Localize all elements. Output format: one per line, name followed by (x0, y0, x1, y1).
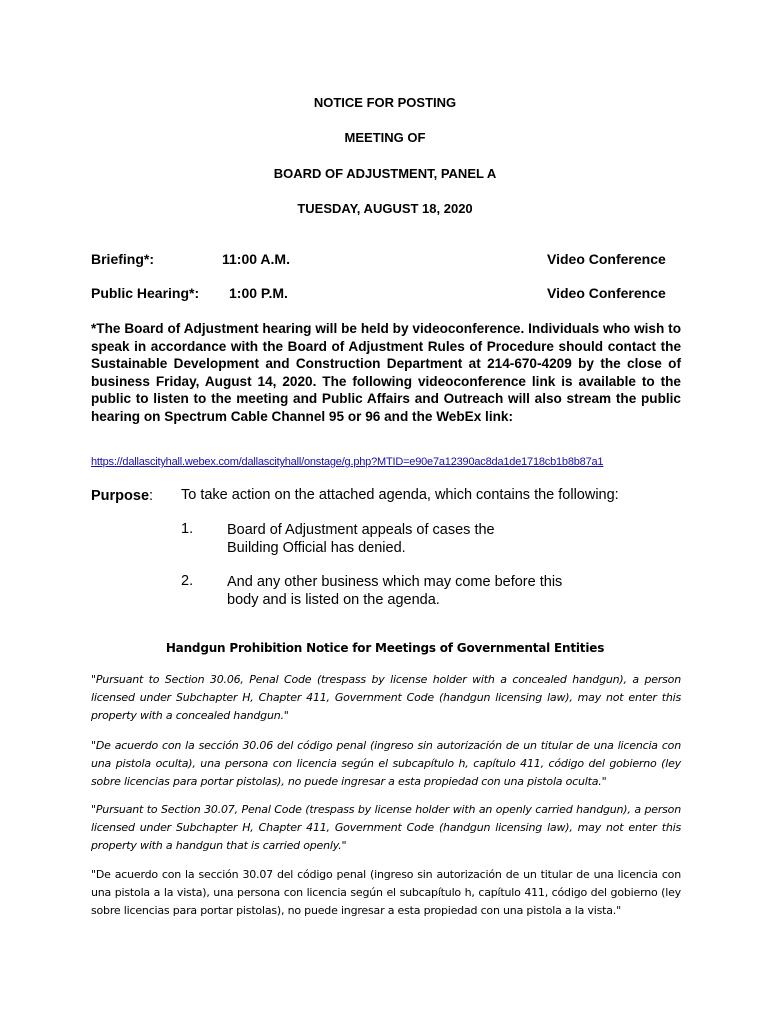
purpose-heading (91, 487, 153, 505)
public-hearing-time: 1:00 P.M. (229, 285, 288, 301)
item-text: Board of Adjustment appeals of cases the Building Official has denied. (227, 522, 495, 556)
public-hearing-label: Public Hearing*: (91, 285, 200, 301)
purpose-label: Purpose (91, 488, 150, 504)
handgun-quote-3007-es: "De acuerdo con la sección 30.07 del código penal (ingreso sin autorización de un titular de una licencia con una pistola a la vista), una persona con licencia según el subcapítulo h, capítulo 411, código del gobierno (ley sobre licencias para portar pistolas), no puede ingresar a esta propiedad con una pistola a la vista." (91, 868, 681, 917)
meeting-date: TUESDAY, AUGUST 18, 2020 (297, 201, 473, 216)
briefing-time: 11:00 A.M. (222, 251, 290, 267)
briefing-location: Video Conference (547, 251, 666, 267)
briefing-label: Briefing*: (91, 251, 154, 267)
public-hearing-location: Video Conference (547, 285, 666, 301)
item-number: 1. (181, 521, 194, 537)
handgun-quote-3006-en: "Pursuant to Section 30.06, Penal Code (trespass by license holder with a concealed handgun), a person licensed under Subchapter H, Chapter 411, Government Code (handgun licensing law), may not enter this property with a concealed handgun." (91, 673, 681, 722)
board-name: BOARD OF ADJUSTMENT, PANEL A (273, 166, 497, 181)
item-number: 2. (181, 573, 194, 589)
notice-title: NOTICE FOR POSTING (313, 95, 457, 110)
purpose-text: To take action on the attached agenda, which contains the following: (181, 487, 619, 503)
handgun-quote-3006-es: "De acuerdo con la sección 30.06 del código penal (ingreso sin autorización de un titular de una licencia con una pistola oculta), una persona con licencia según el subcapítulo h, capítulo 411, código del gobierno (ley sobre licencias para portar pistolas), no puede ingresar a esta propiedad con una pistola oculta." (91, 739, 681, 788)
meeting-of-line: MEETING OF (344, 130, 426, 145)
handgun-quote-3007-en: "Pursuant to Section 30.07, Penal Code (trespass by license holder with an openly carried handgun), a person licensed under Subchapter H, Chapter 411, Government Code (handgun licensing law), may not enter this property with a handgun that is carried openly." (91, 803, 681, 852)
handgun-notice-title: Handgun Prohibition Notice for Meetings of Governmental Entities (165, 641, 605, 655)
videoconference-notice: *The Board of Adjustment hearing will be held by videoconference. Individuals who wish to speak in accordance with the Board of Adjustment Rules of Procedure should contact the Sustainable Development and Construction Department at 214-670-4209 by the close of business Friday, August 14, 2020. The following videoconference link is available to the public to listen to the meeting and Public Affairs and Outreach will also stream the public hearing on Spectrum Cable Channel 95 or 96 and the WebEx link: (91, 321, 681, 424)
item-text: And any other business which may come before this body and is listed on the agenda. (227, 574, 563, 608)
webex-link[interactable]: https://dallascityhall.webex.com/dallascityhall/onstage/g.php?MTID=e90e7a12390ac8da1de1718cb1b8b87a1 (91, 456, 604, 468)
purpose-colon: : (149, 488, 154, 504)
